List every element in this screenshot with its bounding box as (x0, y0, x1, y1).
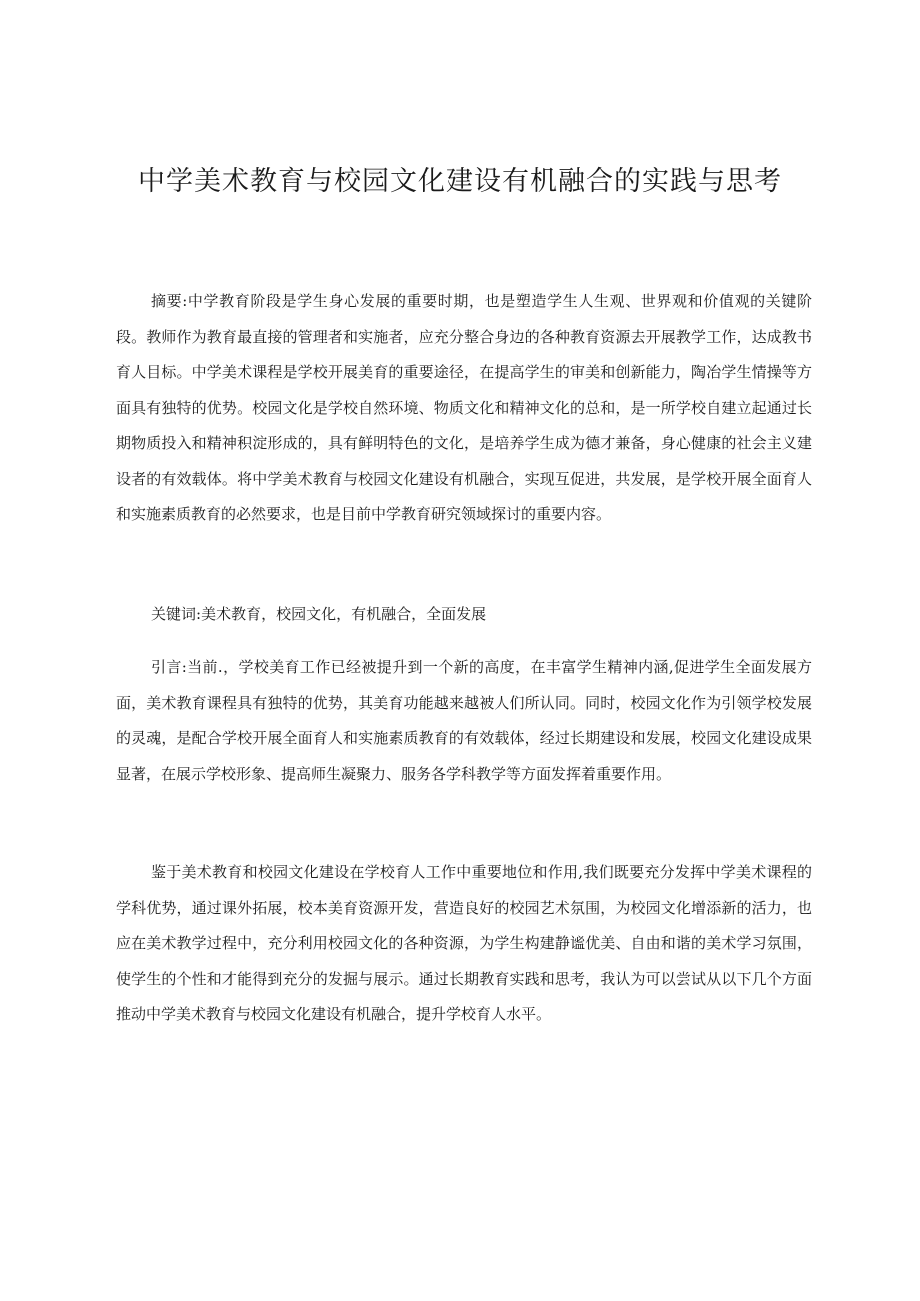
intro-paragraph (116, 650, 812, 792)
keywords-paragraph (116, 597, 812, 633)
body-paragraph: 鉴于美术教育和校园文化建设在学校育人工作中重要地位和作用,我们既要充分发挥中学美术课程的学科优势，通过课外拓展，校本美育资源开发，营造良好的校园艺术氛围，为校园文化增添新的活力，也应在美术教学过程中，充分利用校园文化的各种资源，为学生构建静谧优美、自由和谐的美术学习氛围，使学生的个性和才能得到充分的发掘与展示。通过长期教育实践和思考，我认为可以尝试从以下几个方面推动中学美术教育与校园文化建设有机融合，提升学校育人水平。 (116, 863, 812, 1023)
abstract-paragraph (116, 284, 812, 533)
document-title: 中学美术教育与校园文化建设有机融合的实践与思考 (138, 166, 782, 197)
keywords-label: 关键词: (151, 605, 202, 623)
abstract-label: 摘要: (151, 292, 188, 310)
keywords-text: 美术教育，校园文化，有机融合，全面发展 (201, 605, 487, 623)
intro-text: 当前.，学校美育工作已经被提升到一个新的高度，在丰富学生精神内涵,促进学生全面发展方面，美术教育课程具有独特的优势，其美育功能越来越被人们所认同。同时，校园文化作为引领学校发展的灵魂，是配合学校开展全面育人和实施素质教育的有效载体，经过长期建设和发展，校园文化建设成果显著，在展示学校形象、提高师生凝聚力、服务各学科教学等方面发挥着重要作用。 (116, 658, 812, 783)
intro-label: 引言: (151, 658, 187, 676)
abstract-text: 中学教育阶段是学生身心发展的重要时期，也是塑造学生人生观、世界观和价值观的关键阶段。教师作为教育最直接的管理者和实施者，应充分整合身边的各种教育资源去开展教学工作，达成教书育人目标。中学美术课程是学校开展美育的重要途径，在提高学生的审美和创新能力，陶冶学生情操等方面具有独特的优势。校园文化是学校自然环境、物质文化和精神文化的总和，是一所学校自建立起通过长期物质投入和精神积淀形成的，具有鲜明特色的文化，是培养学生成为德才兼备，身心健康的社会主义建设者的有效载体。将中学美术教育与校园文化建设有机融合，实现互促进，共发展，是学校开展全面育人和实施素质教育的必然要求，也是目前中学教育研究领域探讨的重要内容。 (116, 292, 812, 523)
